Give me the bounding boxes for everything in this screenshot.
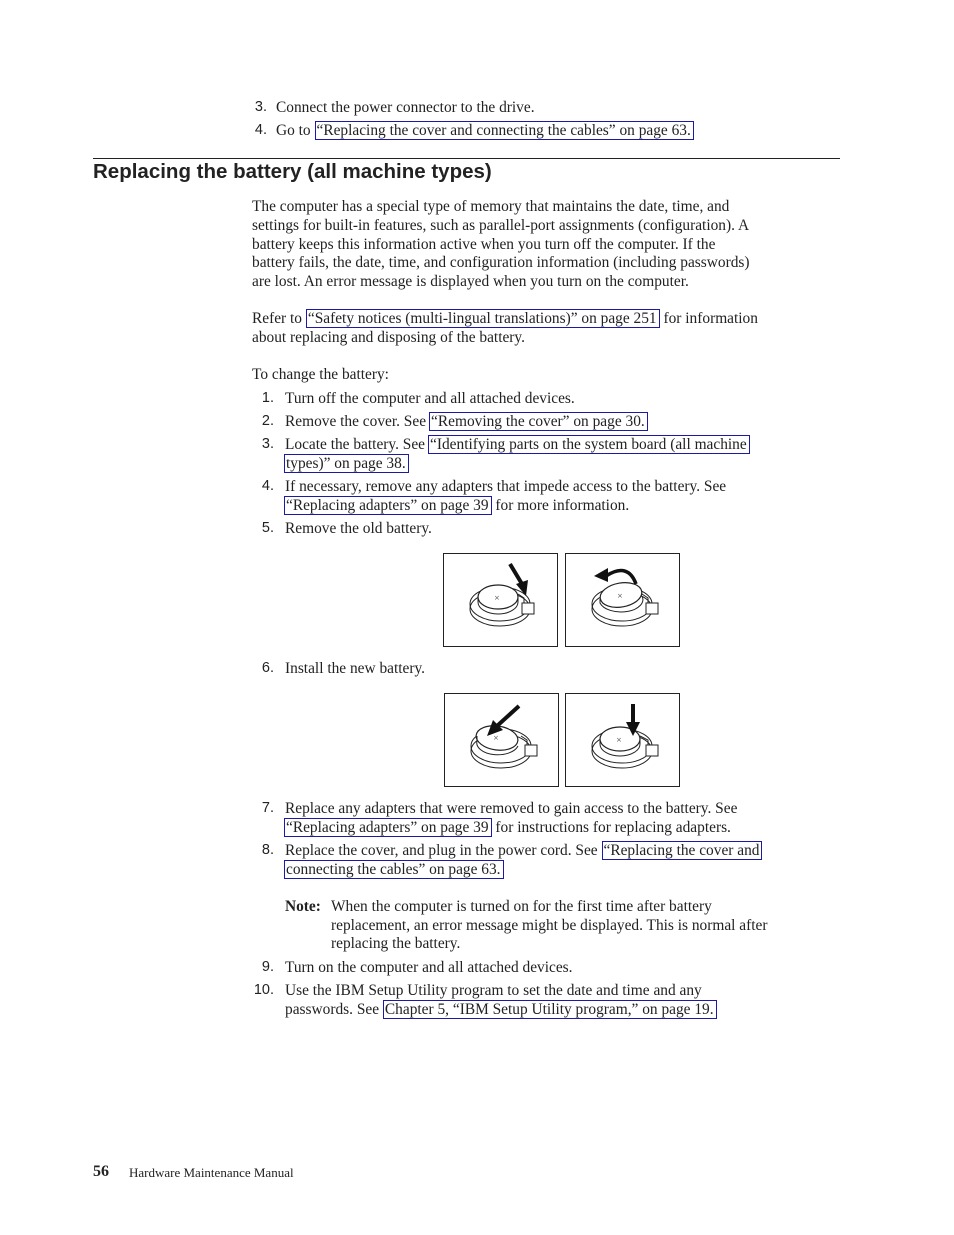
step-text-prefix: passwords. See — [285, 1001, 380, 1018]
battery-remove-press-figure — [443, 553, 558, 647]
link-replacing-adapters[interactable]: “Replacing adapters” on page 39 — [284, 496, 492, 515]
step-text-prefix: Locate the battery. See — [285, 436, 426, 453]
svg-text:×: × — [494, 594, 500, 602]
refer-prefix: Refer to — [252, 310, 302, 327]
step-text: Connect the power connector to the drive. — [276, 99, 535, 116]
link-replacing-cover[interactable]: “Replacing the cover and connecting the cables” on page 63. — [315, 121, 694, 140]
step-text-prefix: Go to — [276, 122, 311, 139]
intro-line: battery keeps this information active when you turn off the computer. If the — [252, 236, 716, 253]
step-text-cont — [284, 818, 731, 837]
note-line: replacing the battery. — [331, 935, 461, 952]
link-replacing-cover-cont[interactable]: connecting the cables” on page 63. — [284, 860, 504, 879]
link-identifying-parts[interactable]: “Identifying parts on the system board (all machine — [428, 435, 750, 454]
step-text — [285, 435, 750, 454]
intro-line: The computer has a special type of memory that maintains the date, time, and — [252, 198, 730, 215]
battery-install-tilt-figure — [444, 693, 559, 787]
step-text-cont — [285, 1000, 717, 1019]
intro-line: battery fails, the date, time, and configuration information (including passwords) — [252, 254, 750, 271]
step-text — [285, 841, 762, 860]
step-text-prefix: Remove the cover. See — [285, 413, 427, 430]
step-text — [276, 121, 694, 140]
note-line: When the computer is turned on for the first time after battery — [331, 898, 712, 915]
step-text-suffix: for instructions for replacing adapters. — [495, 819, 731, 836]
svg-text:×: × — [617, 592, 623, 600]
refer-line-2: about replacing and disposing of the battery. — [252, 329, 525, 346]
note-line: replacement, an error message might be displayed. This is normal after — [331, 917, 768, 934]
svg-text:×: × — [493, 734, 499, 742]
step-text: Turn off the computer and all attached devices. — [285, 390, 575, 407]
step-text-cont — [284, 454, 409, 473]
note-label: Note: — [285, 898, 321, 915]
step-text — [285, 412, 648, 431]
section-title: Replacing the battery (all machine types) — [93, 160, 492, 183]
step-text-suffix: for more information. — [495, 497, 630, 514]
battery-remove-lift-figure — [565, 553, 680, 647]
step-text-cont — [284, 496, 629, 515]
step-number: 3. — [261, 436, 274, 452]
refer-line — [252, 309, 758, 328]
link-ibm-setup-utility[interactable]: Chapter 5, “IBM Setup Utility program,” on page 19. — [383, 1000, 717, 1019]
manual-title: Hardware Maintenance Manual — [129, 1165, 294, 1180]
battery-install-press-figure — [565, 693, 680, 787]
step-text: Use the IBM Setup Utility program to set the date and time and any — [285, 982, 702, 999]
step-text: If necessary, remove any adapters that impede access to the battery. See — [285, 478, 727, 495]
step-number: 10. — [253, 982, 274, 998]
step-number: 4. — [261, 478, 274, 494]
svg-text:×: × — [616, 736, 622, 744]
step-number: 2. — [261, 413, 274, 429]
link-replacing-cover[interactable]: “Replacing the cover and — [602, 841, 763, 860]
step-number: 5. — [261, 520, 274, 536]
step-number: 7. — [261, 800, 274, 816]
step-text: Remove the old battery. — [285, 520, 432, 537]
lead-in: To change the battery: — [252, 366, 389, 383]
refer-suffix: for information — [663, 310, 758, 327]
step-text-cont — [284, 860, 504, 879]
step-number: 4. — [254, 122, 267, 138]
step-number: 9. — [261, 959, 274, 975]
step-number: 6. — [261, 660, 274, 676]
intro-line: are lost. An error message is displayed when you turn on the computer. — [252, 273, 689, 290]
step-number: 8. — [261, 842, 274, 858]
link-replacing-adapters[interactable]: “Replacing adapters” on page 39 — [284, 818, 492, 837]
step-text: Turn on the computer and all attached devices. — [285, 959, 573, 976]
section-rule — [93, 158, 840, 159]
link-identifying-parts-cont[interactable]: types)” on page 38. — [284, 454, 409, 473]
link-safety-notices[interactable]: “Safety notices (multi-lingual translations)” on page 251 — [306, 309, 660, 328]
step-text: Install the new battery. — [285, 660, 426, 677]
step-text: Replace any adapters that were removed to gain access to the battery. See — [285, 800, 738, 817]
step-number: 1. — [261, 390, 274, 406]
step-number: 3. — [254, 99, 267, 115]
intro-line: settings for built-in features, such as parallel-port assignments (configuration). A — [252, 217, 750, 234]
page-number: 56 — [93, 1163, 109, 1180]
step-text-prefix: Replace the cover, and plug in the power cord. See — [285, 842, 598, 859]
link-removing-cover[interactable]: “Removing the cover” on page 30. — [429, 412, 648, 431]
